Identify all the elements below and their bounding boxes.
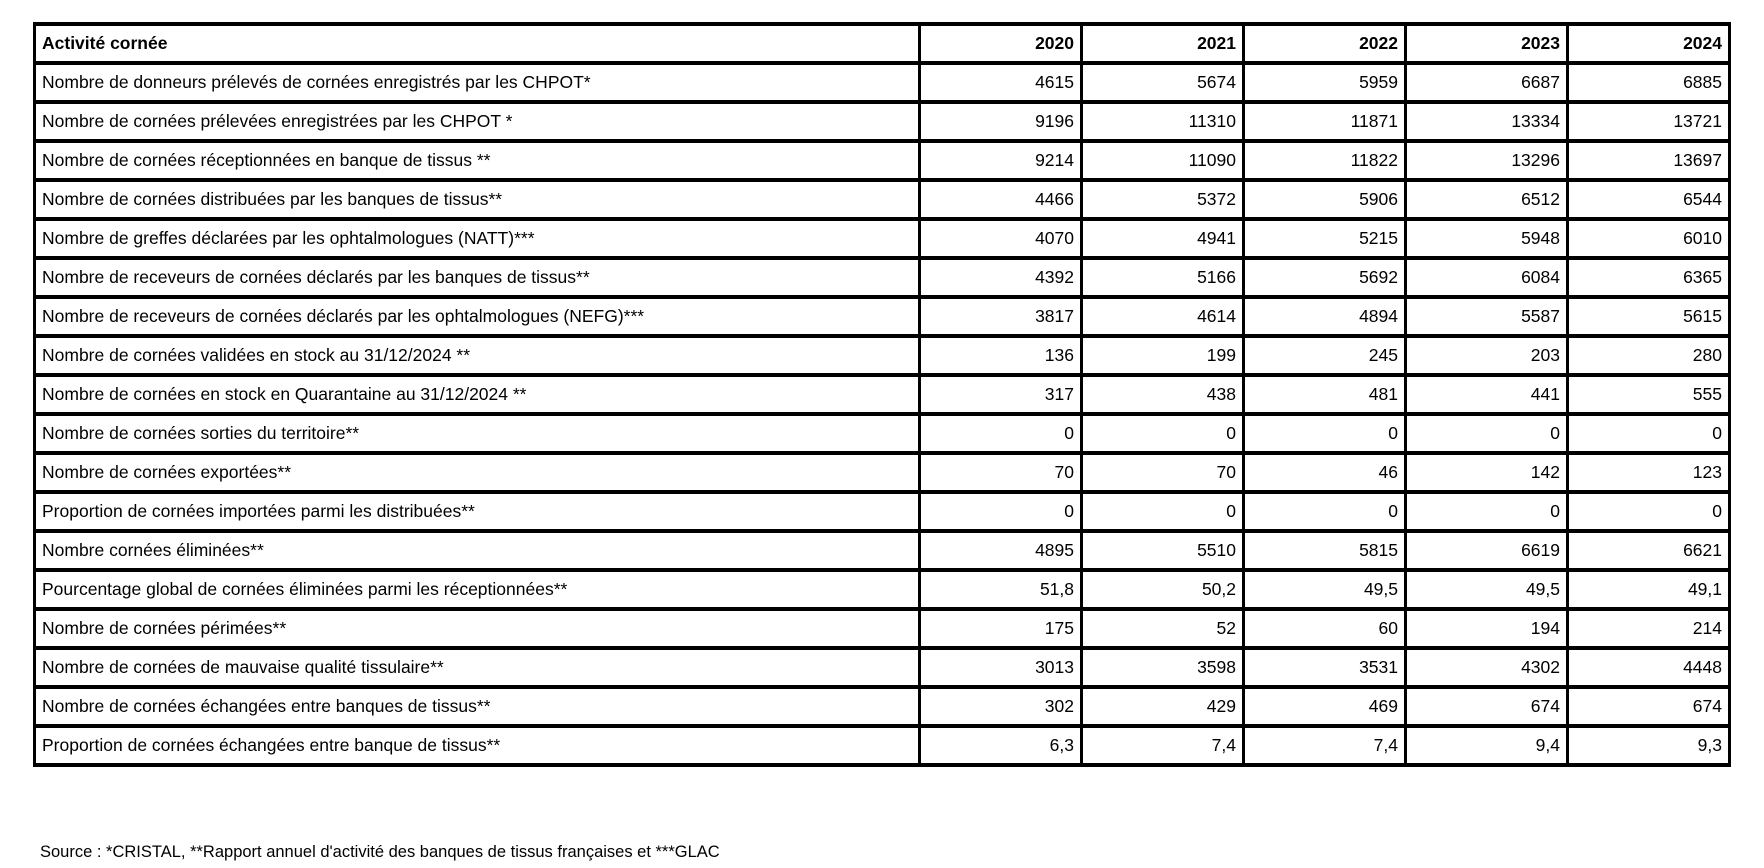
value-cell: 302 [920, 687, 1082, 726]
table-row [35, 726, 1730, 765]
table-title: Activité cornée [35, 24, 920, 63]
value-cell: 5372 [1082, 180, 1244, 219]
value-cell: 5959 [1244, 63, 1406, 102]
value-cell: 49,5 [1244, 570, 1406, 609]
value-cell: 0 [1082, 414, 1244, 453]
row-label: Nombre cornées éliminées** [35, 531, 920, 570]
value-cell: 6687 [1406, 63, 1568, 102]
year-header-2021: 2021 [1082, 24, 1244, 63]
table-row [35, 453, 1730, 492]
table-row [35, 375, 1730, 414]
value-cell: 6619 [1406, 531, 1568, 570]
value-cell: 4302 [1406, 648, 1568, 687]
value-cell: 49,1 [1568, 570, 1730, 609]
value-cell: 9214 [920, 141, 1082, 180]
table-row [35, 141, 1730, 180]
value-cell: 5166 [1082, 258, 1244, 297]
value-cell: 6544 [1568, 180, 1730, 219]
value-cell: 245 [1244, 336, 1406, 375]
row-label: Nombre de cornées distribuées par les banques de tissus** [35, 180, 920, 219]
value-cell: 674 [1568, 687, 1730, 726]
row-label: Nombre de cornées sorties du territoire** [35, 414, 920, 453]
value-cell: 0 [920, 492, 1082, 531]
row-label: Nombre de cornées de mauvaise qualité tissulaire** [35, 648, 920, 687]
row-label: Nombre de cornées en stock en Quarantaine au 31/12/2024 ** [35, 375, 920, 414]
row-label: Nombre de donneurs prélevés de cornées enregistrés par les CHPOT* [35, 63, 920, 102]
value-cell: 194 [1406, 609, 1568, 648]
value-cell: 4614 [1082, 297, 1244, 336]
value-cell: 5815 [1244, 531, 1406, 570]
row-label: Proportion de cornées importées parmi les distribuées** [35, 492, 920, 531]
value-cell: 441 [1406, 375, 1568, 414]
value-cell: 0 [1244, 414, 1406, 453]
year-header-2020: 2020 [920, 24, 1082, 63]
row-label: Nombre de cornées échangées entre banques de tissus** [35, 687, 920, 726]
table-row [35, 336, 1730, 375]
table-row [35, 414, 1730, 453]
row-label: Nombre de cornées prélevées enregistrées par les CHPOT * [35, 102, 920, 141]
value-cell: 0 [1244, 492, 1406, 531]
value-cell: 3531 [1244, 648, 1406, 687]
value-cell: 317 [920, 375, 1082, 414]
source-note: Source : *CRISTAL, **Rapport annuel d'activité des banques de tissus françaises et ***GLAC [40, 842, 720, 861]
value-cell: 11310 [1082, 102, 1244, 141]
table-body [35, 63, 1730, 765]
value-cell: 142 [1406, 453, 1568, 492]
value-cell: 4894 [1244, 297, 1406, 336]
value-cell: 4941 [1082, 219, 1244, 258]
table-row [35, 297, 1730, 336]
value-cell: 9196 [920, 102, 1082, 141]
value-cell: 9,4 [1406, 726, 1568, 765]
value-cell: 4448 [1568, 648, 1730, 687]
value-cell: 6885 [1568, 63, 1730, 102]
value-cell: 4466 [920, 180, 1082, 219]
value-cell: 5215 [1244, 219, 1406, 258]
value-cell: 0 [1082, 492, 1244, 531]
value-cell: 6512 [1406, 180, 1568, 219]
table-row [35, 219, 1730, 258]
value-cell: 13334 [1406, 102, 1568, 141]
value-cell: 203 [1406, 336, 1568, 375]
value-cell: 70 [920, 453, 1082, 492]
value-cell: 6365 [1568, 258, 1730, 297]
value-cell: 0 [1406, 492, 1568, 531]
cornea-activity-table [33, 22, 1731, 767]
row-label: Nombre de cornées exportées** [35, 453, 920, 492]
value-cell: 7,4 [1244, 726, 1406, 765]
value-cell: 4070 [920, 219, 1082, 258]
table-row [35, 687, 1730, 726]
value-cell: 46 [1244, 453, 1406, 492]
value-cell: 0 [1406, 414, 1568, 453]
value-cell: 11822 [1244, 141, 1406, 180]
row-label: Nombre de cornées réceptionnées en banque de tissus ** [35, 141, 920, 180]
value-cell: 6621 [1568, 531, 1730, 570]
value-cell: 5674 [1082, 63, 1244, 102]
row-label: Nombre de cornées périmées** [35, 609, 920, 648]
value-cell: 6084 [1406, 258, 1568, 297]
value-cell: 52 [1082, 609, 1244, 648]
value-cell: 123 [1568, 453, 1730, 492]
table-row [35, 648, 1730, 687]
row-label: Pourcentage global de cornées éliminées parmi les réceptionnées** [35, 570, 920, 609]
year-header-2024: 2024 [1568, 24, 1730, 63]
value-cell: 13296 [1406, 141, 1568, 180]
value-cell: 5615 [1568, 297, 1730, 336]
value-cell: 5906 [1244, 180, 1406, 219]
value-cell: 6,3 [920, 726, 1082, 765]
value-cell: 0 [1568, 492, 1730, 531]
table-row [35, 609, 1730, 648]
table-row [35, 570, 1730, 609]
value-cell: 6010 [1568, 219, 1730, 258]
value-cell: 280 [1568, 336, 1730, 375]
value-cell: 70 [1082, 453, 1244, 492]
value-cell: 3013 [920, 648, 1082, 687]
value-cell: 50,2 [1082, 570, 1244, 609]
value-cell: 481 [1244, 375, 1406, 414]
value-cell: 4392 [920, 258, 1082, 297]
value-cell: 7,4 [1082, 726, 1244, 765]
value-cell: 438 [1082, 375, 1244, 414]
value-cell: 0 [920, 414, 1082, 453]
value-cell: 60 [1244, 609, 1406, 648]
value-cell: 136 [920, 336, 1082, 375]
table-row [35, 63, 1730, 102]
value-cell: 5948 [1406, 219, 1568, 258]
value-cell: 214 [1568, 609, 1730, 648]
value-cell: 11090 [1082, 141, 1244, 180]
value-cell: 469 [1244, 687, 1406, 726]
table-row [35, 531, 1730, 570]
value-cell: 13721 [1568, 102, 1730, 141]
value-cell: 4895 [920, 531, 1082, 570]
value-cell: 5587 [1406, 297, 1568, 336]
cornea-activity-table-wrap [33, 22, 1731, 767]
value-cell: 3817 [920, 297, 1082, 336]
table-row [35, 492, 1730, 531]
value-cell: 0 [1568, 414, 1730, 453]
row-label: Nombre de cornées validées en stock au 31/12/2024 ** [35, 336, 920, 375]
year-header-2023: 2023 [1406, 24, 1568, 63]
value-cell: 429 [1082, 687, 1244, 726]
value-cell: 5510 [1082, 531, 1244, 570]
row-label: Nombre de greffes déclarées par les ophtalmologues (NATT)*** [35, 219, 920, 258]
value-cell: 199 [1082, 336, 1244, 375]
value-cell: 175 [920, 609, 1082, 648]
value-cell: 51,8 [920, 570, 1082, 609]
row-label: Nombre de receveurs de cornées déclarés par les ophtalmologues (NEFG)*** [35, 297, 920, 336]
value-cell: 5692 [1244, 258, 1406, 297]
value-cell: 674 [1406, 687, 1568, 726]
table-row [35, 102, 1730, 141]
value-cell: 13697 [1568, 141, 1730, 180]
value-cell: 4615 [920, 63, 1082, 102]
header-row [35, 24, 1730, 63]
table-row [35, 258, 1730, 297]
value-cell: 3598 [1082, 648, 1244, 687]
row-label: Proportion de cornées échangées entre banque de tissus** [35, 726, 920, 765]
value-cell: 11871 [1244, 102, 1406, 141]
value-cell: 9,3 [1568, 726, 1730, 765]
value-cell: 49,5 [1406, 570, 1568, 609]
table-row [35, 180, 1730, 219]
row-label: Nombre de receveurs de cornées déclarés par les banques de tissus** [35, 258, 920, 297]
value-cell: 555 [1568, 375, 1730, 414]
year-header-2022: 2022 [1244, 24, 1406, 63]
